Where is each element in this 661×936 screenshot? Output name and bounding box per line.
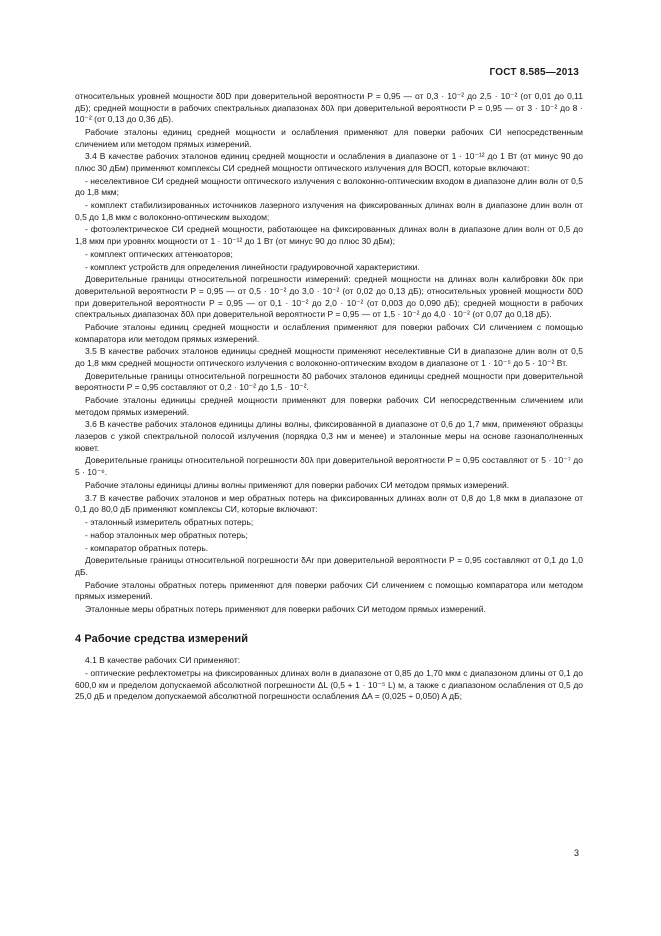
paragraph: Рабочие эталоны обратных потерь применяют для поверки рабочих СИ сличением с помощью компаратора или методом прямых измерений. [75,579,583,602]
paragraph: - фотоэлектрическое СИ средней мощности, работающее на фиксированных длинах волн в диапазоне длин волн от 0,5 до 1,8 мкм при уровнях мощности от 1 · 10⁻¹² до 1 Вт (от минус 90 до плюс 30 дБм); [75,224,583,247]
paragraph: 3.5 В качестве рабочих эталонов единицы средней мощности применяют неселективные СИ в диапазоне длин волн от 0,5 до 1,8 мкм средней мощности оптического излучения с волоконно-оптическим входом в диапазоне от 1 · 10⁻⁵ до 5 · 10⁻² Вт. [75,346,583,368]
paragraph: - комплект оптических аттенюаторов; [85,248,233,259]
page-body [75,91,583,704]
paragraph: - комплект устройств для определения линейности градуировочной характеристики. [85,261,420,272]
paragraph: - эталонный измеритель обратных потерь; [85,516,254,527]
paragraph: 3.4 В качестве рабочих эталонов единиц средней мощности и ослабления в диапазоне от 1 · 10⁻¹² до 1 Вт (от минус 90 до плюс 30 дБм) применяют комплексы СИ средней мощности оптического излучения для ВОСП, которые включают: [75,151,583,173]
paragraph: 3.6 В качестве рабочих эталонов единицы длины волны, фиксированной в диапазоне от 0,6 до 1,7 мкм, применяют образцы лазеров с узкой спектральной полосой излучения (порядка 0,3 нм и менее) и эталонные меры на основе газонаполненных кювет. [75,419,583,453]
paragraph: - комплект стабилизированных источников лазерного излучения на фиксированных длинах волн в диапазоне длин волн от 0,5 до 1,8 мкм с волоконно-оптическим выходом; [75,200,583,222]
paragraph-block-top [75,91,583,616]
paragraph: - оптические рефлектометры на фиксированных длинах волн в диапазоне от 0,85 до 1,70 мкм с диапазоном длины от 0,1 до 600,0 км и пределом допускаемой абсолютной погрешности ΔL (0,5 + 1 · 10⁻⁵ L) м, а также с диапазоном ослабления от 0,5 до 25,0 дБ и пределом допускаемой абсолютной погрешности ослабления ΔA = (0,025 ÷ 0,050) A дБ; [75,668,583,702]
paragraph: Рабочие эталоны единицы длины волны применяют для поверки рабочих СИ методом прямых измерений. [85,479,510,490]
paragraph: - набор эталонных мер обратных потерь; [85,529,248,540]
paragraph: Доверительные границы относительной погрешности δ0λ при доверительной вероятности P = 0,95 составляют от 5 · 10⁻⁷ до 5 · 10⁻⁶. [75,455,583,478]
document-header: ГОСТ 8.585—2013 [489,67,579,78]
paragraph: 4.1 В качестве рабочих СИ применяют: [85,655,241,666]
page-number: 3 [573,848,579,858]
paragraph: - компаратор обратных потерь. [85,542,209,553]
paragraph: Доверительные границы относительной погрешности измерений: средней мощности на длинах волн калибровки δ0к при доверительной вероятности P = 0,95 — от 0,5 · 10⁻² до 3,0 · 10⁻² (от 0,02 до 0,13 дБ); относительных уровней мощности δ0D при доверительной вероятности P = 0,95 — от 0,1 · 10⁻² до 2,0 · 10⁻² (от 0,003 до 0,090 дБ); средней мощности в рабочих спектральных диапазонах δ0λ при доверительной вероятности P = 0,95 — от 1,5 · 10⁻² до 4,0 · 10⁻² (от 0,07 до 0,18 дБ). [75,274,583,320]
section-heading: 4 Рабочие средства измерений [75,632,249,645]
paragraph: 3.7 В качестве рабочих эталонов и мер обратных потерь на фиксированных длинах волн от 0,8 до 1,8 мкм в диапазоне от 0,1 до 80,0 дБ применяют комплексы СИ, которые включают: [75,492,583,515]
paragraph: Рабочие эталоны единиц средней мощности и ослабления применяют для поверки рабочих СИ непосредственным сличением или методом прямых измерений. [75,126,583,149]
paragraph: относительных уровней мощности δ0D при доверительной вероятности P = 0,95 — от 0,3 · 10⁻² до 2,5 · 10⁻² (от 0,01 до 0,11 дБ); средней мощности в рабочих спектральных диапазонах δ0λ при доверительной вероятности P = 0,95 — от 3 · 10⁻² до 8 · 10⁻² (от 0,13 до 0,36 дБ). [75,91,583,125]
paragraph: - неселективное СИ средней мощности оптического излучения с волоконно-оптическим входом в диапазоне длин волн от 0,5 до 1,8 мкм; [75,175,583,198]
paragraph: Доверительные границы относительной погрешности δ0 рабочих эталонов единицы средней мощности при доверительной вероятности P = 0,95 составляют от 0,2 · 10⁻² до 1,5 · 10⁻². [75,370,583,393]
paragraph: Рабочие эталоны единиц средней мощности и ослабления применяют для поверки рабочих СИ сличением с помощью компаратора или методом прямых измерений. [75,321,583,344]
paragraph: Рабочие эталоны единицы средней мощности применяют для поверки рабочих СИ непосредственным сличением или методом прямых измерений. [75,395,583,417]
paragraph-block-bottom [75,655,583,703]
paragraph: Эталонные меры обратных потерь применяют для поверки рабочих СИ методом прямых измерений. [85,604,486,615]
paragraph: Доверительные границы относительной погрешности δAr при доверительной вероятности P = 0,95 составляют от 0,1 до 1,0 дБ. [75,555,583,577]
